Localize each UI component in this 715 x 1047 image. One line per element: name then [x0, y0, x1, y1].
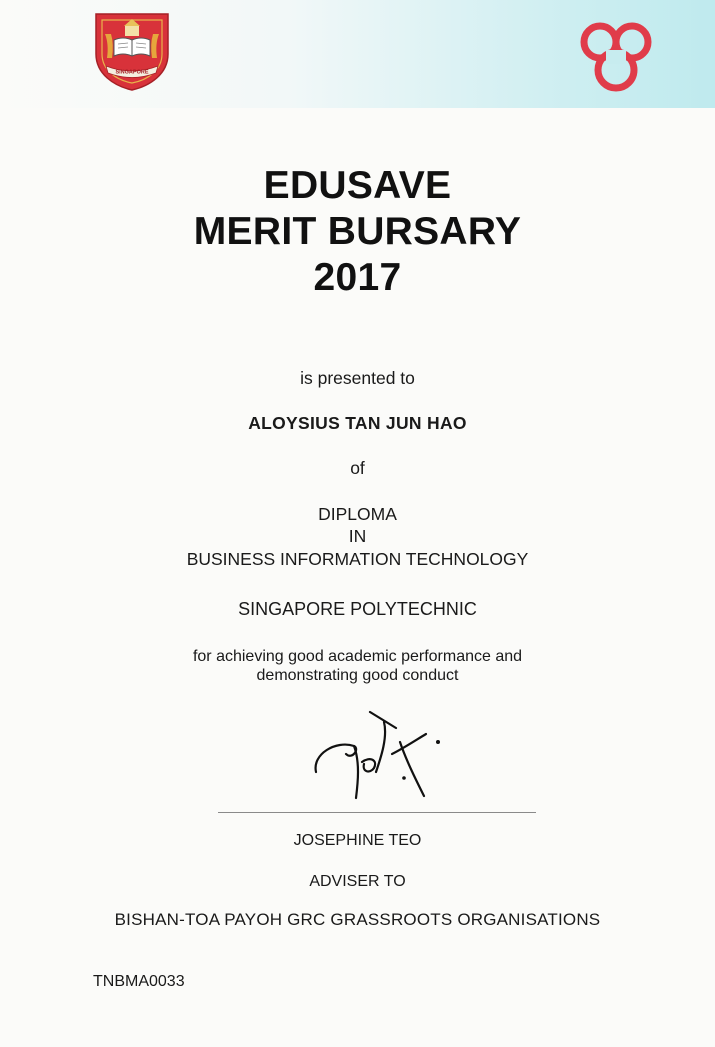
- title-year: 2017: [313, 256, 402, 299]
- signatory-name: JOSEPHINE TEO: [293, 832, 422, 849]
- trefoil-emblem-logo: [570, 18, 662, 96]
- title-line-1: EDUSAVE: [263, 164, 452, 207]
- signature-line: [218, 812, 536, 813]
- svg-text:SINGAPORE: SINGAPORE: [115, 69, 149, 76]
- serial-number: TNBMA0033: [93, 973, 185, 990]
- presented-text: is presented to: [300, 368, 415, 388]
- reason-line-1: for achieving good academic performance and: [192, 648, 523, 665]
- course-line-1: DIPLOMA: [318, 504, 397, 524]
- signatory-organisation: BISHAN-TOA PAYOH GRC GRASSROOTS ORGANISATIONS: [114, 910, 601, 929]
- of-text: of: [350, 458, 365, 478]
- singapore-crest-logo: [92, 10, 172, 92]
- course-line-3: BUSINESS INFORMATION TECHNOLOGY: [186, 549, 529, 569]
- title-line-2: MERIT BURSARY: [193, 210, 522, 253]
- course-line-2: IN: [348, 526, 367, 546]
- recipient-name: ALOYSIUS TAN JUN HAO: [248, 413, 467, 433]
- reason-line-2: demonstrating good conduct: [256, 667, 459, 684]
- signature-mark: [300, 702, 450, 806]
- signatory-title: ADVISER TO: [309, 873, 406, 890]
- institution-name: SINGAPORE POLYTECHNIC: [238, 599, 477, 619]
